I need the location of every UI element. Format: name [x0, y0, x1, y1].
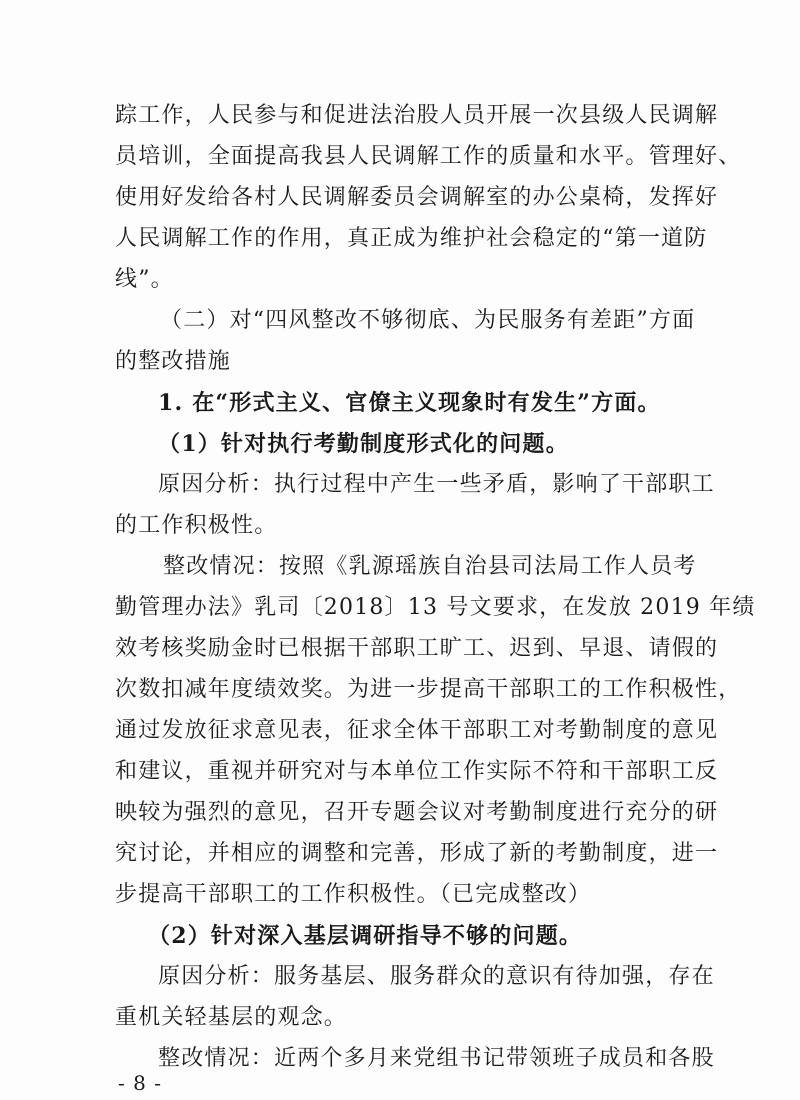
page-number: - 8 - — [118, 1071, 162, 1095]
text-line: 和建议，重视并研究对与本单位工作实际不符和干部职工反 — [115, 759, 719, 784]
issue-heading-1: （1）针对执行考勤制度形式化的问题。 — [158, 431, 569, 457]
text-line: 线”。 — [115, 267, 174, 292]
text-line: 映较为强烈的意见，召开专题会议对考勤制度进行充分的研 — [115, 800, 719, 825]
subsection-heading: 1. 在“形式主义、官僚主义现象时有发生”方面。 — [158, 390, 661, 416]
text-line: 员培训，全面提高我县人民调解工作的质量和水平。管理好、 — [115, 144, 742, 169]
section-heading: （二）对“四风整改不够彻底、为民服务有差距”方面 — [160, 308, 696, 333]
text-line: 通过发放征求意见表，征求全体干部职工对考勤制度的意见 — [115, 718, 719, 743]
text-line: 次数扣减年度绩效奖。为进一步提高干部职工的工作积极性， — [115, 677, 742, 702]
cause-analysis: 原因分析：服务基层、服务群众的意识有待加强，存在 — [158, 964, 715, 989]
text-line: 步提高干部职工的工作积极性。（已完成整改） — [115, 882, 592, 907]
section-heading-continuation: 的整改措施 — [115, 349, 232, 374]
text-line: 勤管理办法》乳司〔2018〕13 号文要求，在发放 2019 年绩 — [115, 595, 756, 620]
cause-analysis: 原因分析：执行过程中产生一些矛盾，影响了干部职工 — [158, 472, 715, 497]
rectification-status: 整改情况：按照《乳源瑶族自治县司法局工作人员考 — [163, 554, 697, 579]
text-line: 踪工作，人民参与和促进法治股人员开展一次县级人民调解 — [115, 103, 719, 128]
issue-heading-2: （2）针对深入基层调研指导不够的问题。 — [148, 923, 583, 949]
text-line: 究讨论，并相应的调整和完善，形成了新的考勤制度，进一 — [115, 841, 719, 866]
rectification-status: 整改情况：近两个多月来党组书记带领班子成员和各股 — [158, 1046, 715, 1071]
text-line: 人民调解工作的作用，真正成为维护社会稳定的“第一道防 — [115, 226, 708, 251]
text-line: 使用好发给各村人民调解委员会调解室的办公桌椅，发挥好 — [115, 185, 719, 210]
text-line: 的工作积极性。 — [115, 513, 278, 538]
text-line: 重机关轻基层的观念。 — [115, 1005, 348, 1030]
text-line: 效考核奖励金时已根据干部职工旷工、迟到、早退、请假的 — [115, 636, 719, 661]
